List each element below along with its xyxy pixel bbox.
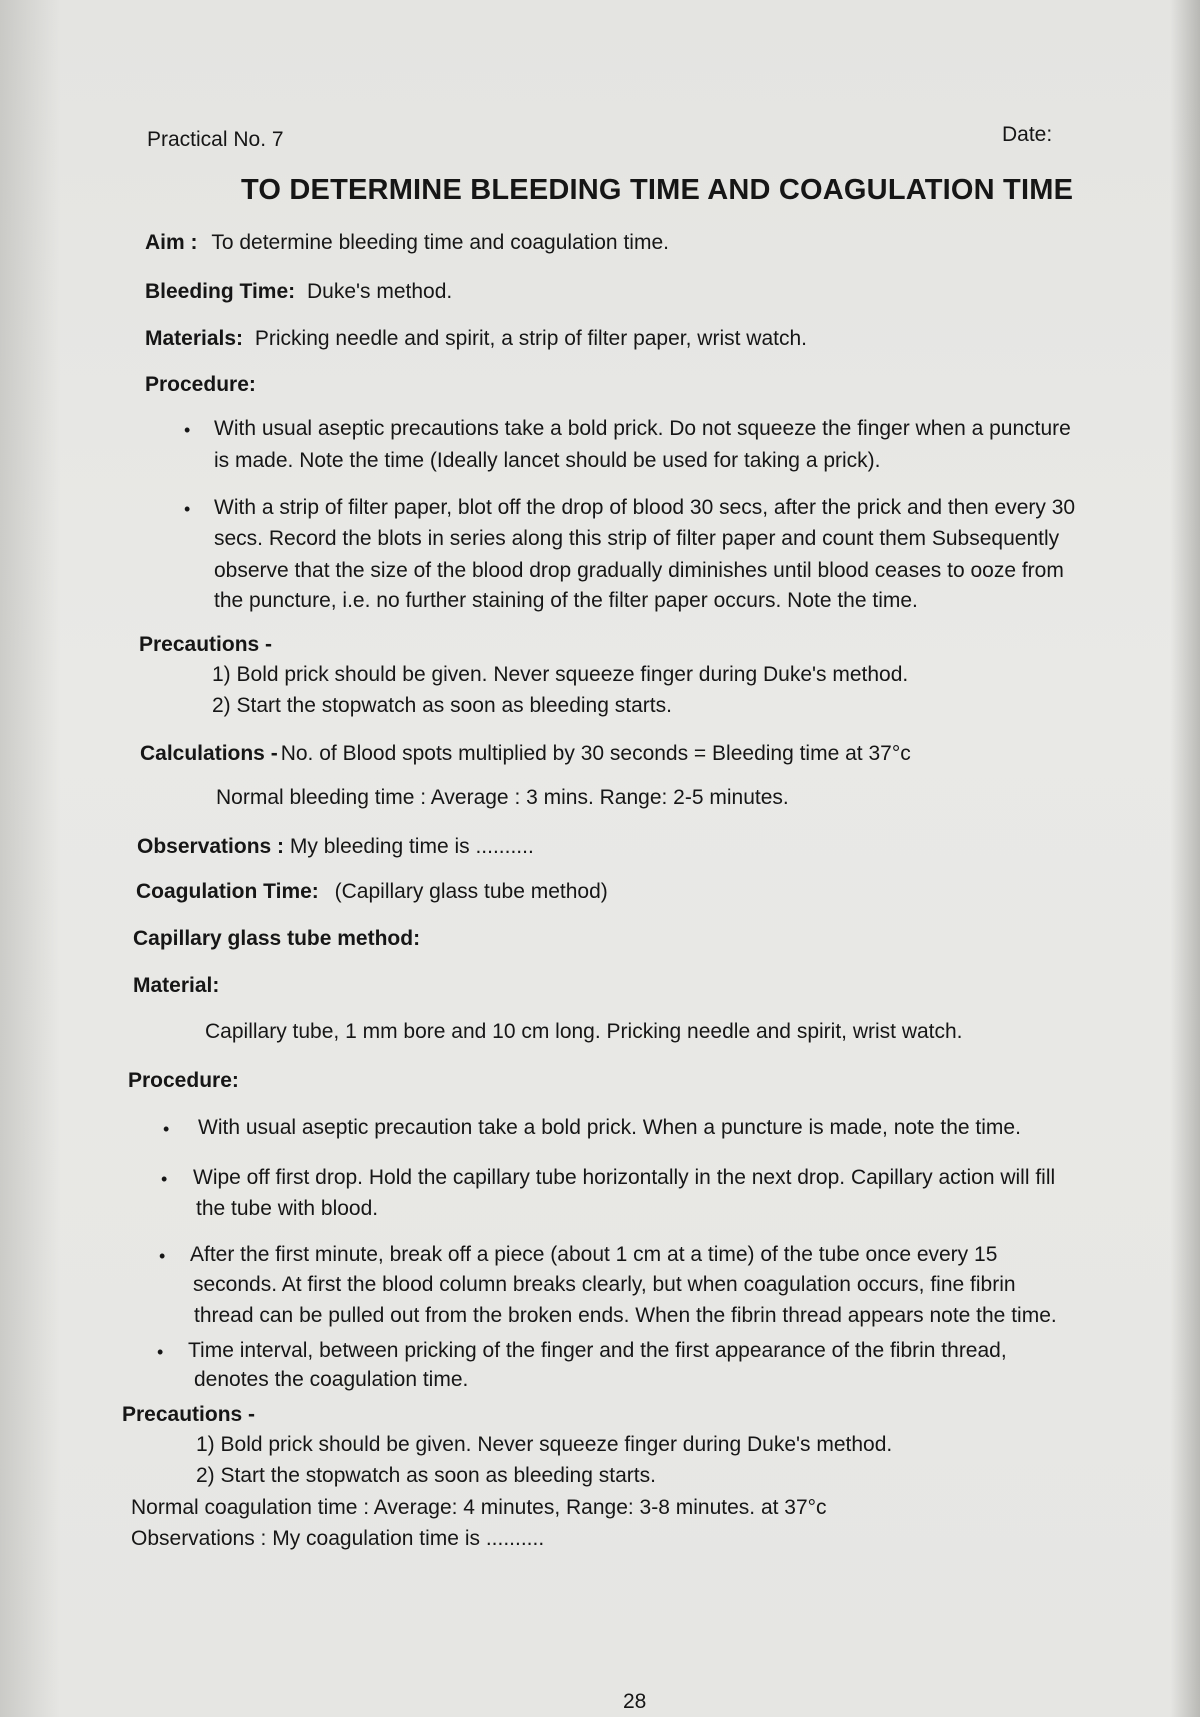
page-title: TO DETERMINE BLEEDING TIME AND COAGULATION TIME (241, 174, 1074, 206)
procedure1-bullet1-line1: With usual aseptic precautions take a bold prick. Do not squeeze the finger when a puncture (214, 417, 1071, 440)
material-heading: Material: (133, 974, 220, 997)
practical-number: Practical No. 7 (147, 128, 284, 151)
capillary-method-heading: Capillary glass tube method: (133, 927, 421, 950)
calculations-label: Calculations - (140, 742, 278, 765)
procedure2-bullet3-line1: After the first minute, break off a piece (about 1 cm at a time) of the tube once every 15 (190, 1243, 998, 1266)
page-shadow-right (1170, 0, 1200, 1717)
coagulation-time-label: Coagulation Time: (136, 880, 319, 903)
aim-line (145, 231, 669, 255)
precaution2-item1: 1) Bold prick should be given. Never squeeze finger during Duke's method. (196, 1433, 893, 1456)
normal-coagulation-time: Normal coagulation time : Average: 4 minutes, Range: 3-8 minutes. at 37°c (131, 1496, 827, 1519)
procedure1-bullet1-line2: is made. Note the time (Ideally lancet should be used for taking a prick). (214, 449, 881, 472)
observations1-line (137, 835, 534, 859)
materials-line (145, 327, 807, 351)
procedure2-bullet3-line3: thread can be pulled out from the broken ends. When the fibrin thread appears note the time. (194, 1304, 1057, 1327)
bleeding-time-text: Duke's method. (306, 280, 453, 303)
procedure2-heading: Procedure: (128, 1069, 239, 1092)
bleeding-time-line (145, 280, 452, 304)
bullet-dot: • (184, 420, 191, 440)
observations1-text: My bleeding time is .......... (289, 835, 534, 858)
procedure1-bullet2-line2: secs. Record the blots in series along this strip of filter paper and count them Subsequently (214, 527, 1060, 550)
materials-label: Materials: (145, 327, 244, 350)
precautions-heading: Precautions - (139, 633, 273, 656)
coagulation-time-text: (Capillary glass tube method) (334, 880, 608, 903)
precaution1-item1: 1) Bold prick should be given. Never squeeze finger during Duke's method. (212, 663, 909, 686)
precaution1-item2: 2) Start the stopwatch as soon as bleeding starts. (212, 694, 672, 717)
bullet-dot: • (157, 1342, 164, 1362)
procedure-heading: Procedure: (145, 373, 256, 396)
procedure2-bullet1-line1: With usual aseptic precaution take a bold prick. When a puncture is made, note the time. (198, 1116, 1021, 1139)
bullet-dot: • (184, 499, 191, 519)
page-shadow-left (0, 0, 60, 1717)
page-number: 28 (623, 1690, 647, 1713)
material-text: Capillary tube, 1 mm bore and 10 cm long. Pricking needle and spirit, wrist watch. (205, 1020, 963, 1043)
materials-text: Pricking needle and spirit, a strip of filter paper, wrist watch. (254, 327, 807, 350)
procedure2-bullet2-line1: Wipe off first drop. Hold the capillary tube horizontally in the next drop. Capillary action will fill (193, 1166, 1056, 1189)
coagulation-time-line (136, 880, 608, 904)
bullet-dot: • (163, 1119, 170, 1139)
bullet-dot: • (161, 1169, 168, 1189)
precautions2-heading: Precautions - (122, 1403, 256, 1426)
observations2-line: Observations : My coagulation time is .......... (131, 1527, 545, 1550)
procedure2-bullet3-line2: seconds. At first the blood column breaks clearly, but when coagulation occurs, fine fibrin (193, 1273, 1016, 1296)
bleeding-time-label: Bleeding Time: (145, 280, 296, 303)
observations1-label: Observations : (137, 835, 285, 858)
calculations-text: No. of Blood spots multiplied by 30 seconds = Bleeding time at 37°c (280, 742, 911, 765)
calculations-line (140, 742, 911, 766)
bullet-dot: • (159, 1246, 166, 1266)
precaution2-item2: 2) Start the stopwatch as soon as bleeding starts. (196, 1464, 656, 1487)
procedure2-bullet4-line1: Time interval, between pricking of the finger and the first appearance of the fibrin thread, (188, 1339, 1007, 1362)
procedure2-bullet4-line2: denotes the coagulation time. (194, 1368, 469, 1391)
procedure1-bullet2-line4: the puncture, i.e. no further staining of the filter paper occurs. Note the time. (214, 589, 918, 612)
procedure2-bullet2-line2: the tube with blood. (196, 1197, 379, 1220)
procedure1-bullet2-line3: observe that the size of the blood drop gradually diminishes until blood ceases to ooze from (214, 559, 1064, 582)
procedure1-bullet2-line1: With a strip of filter paper, blot off the drop of blood 30 secs, after the prick and then every 30 (214, 496, 1076, 519)
aim-text: To determine bleeding time and coagulation time. (211, 231, 669, 254)
date-label: Date: (1002, 123, 1053, 146)
normal-bleeding-time: Normal bleeding time : Average : 3 mins. Range: 2-5 minutes. (216, 786, 789, 809)
aim-label: Aim : (145, 231, 198, 254)
